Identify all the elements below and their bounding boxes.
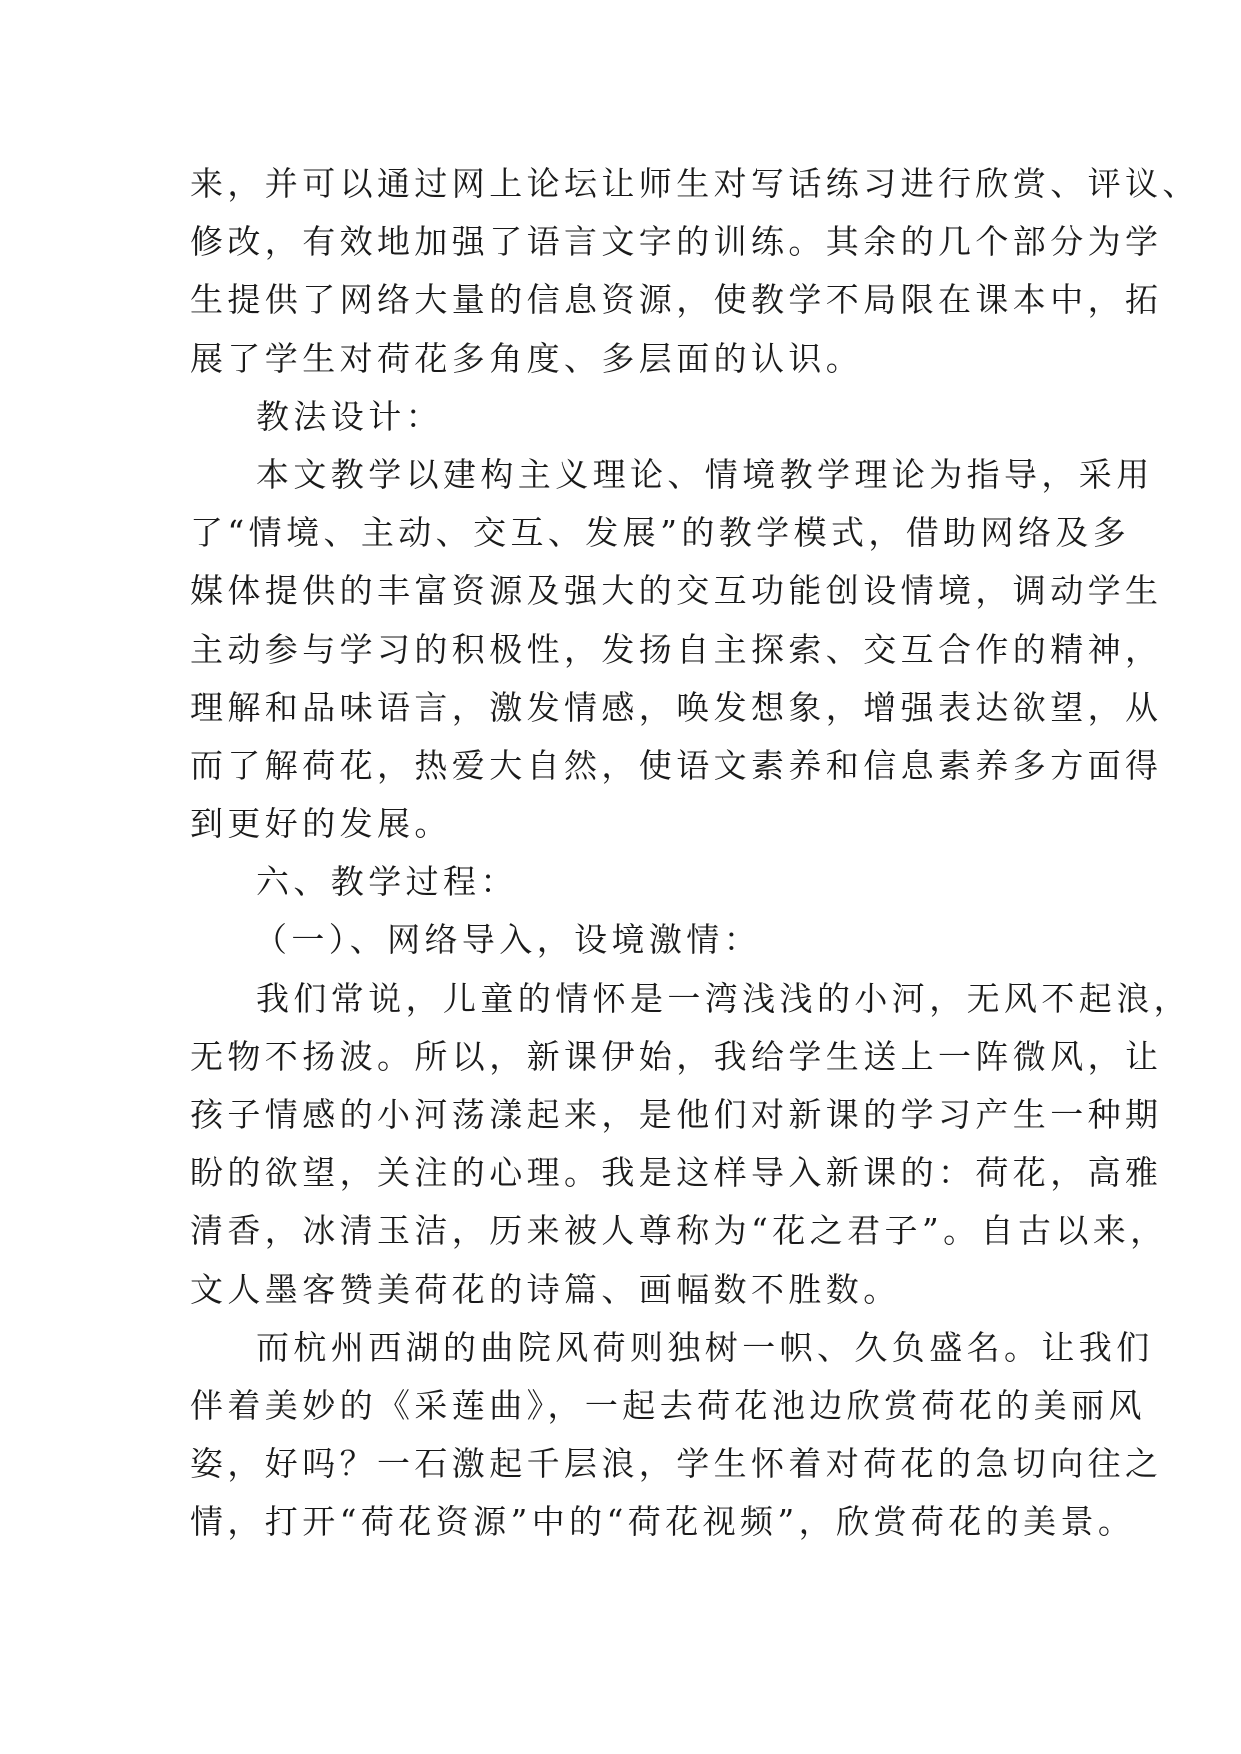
text-line: 理解和品味语言，激发情感，唤发想象，增强表达欲望，从 — [190, 687, 1163, 727]
body-text — [190, 155, 1200, 1552]
text-line: 了“情境、主动、交互、发展”的教学模式，借助网络及多 — [190, 513, 1131, 553]
text-line: 我们常说，儿童的情怀是一湾浅浅的小河，无风不起浪， — [256, 978, 1191, 1018]
text-line: 文人墨客赞美荷花的诗篇、画幅数不胜数。 — [190, 1269, 901, 1309]
text-line: 本文教学以建构主义理论、情境教学理论为指导，采用 — [256, 454, 1154, 494]
text-line: 伴着美妙的《采莲曲》，一起去荷花池边欣赏荷花的美丽风 — [190, 1385, 1146, 1425]
section-heading-teaching-method: 教法设计： — [256, 396, 443, 436]
text-line: 而杭州西湖的曲院风荷则独树一帜、久负盛名。让我们 — [256, 1327, 1154, 1367]
text-line: 孩子情感的小河荡漾起来，是他们对新课的学习产生一种期 — [190, 1095, 1163, 1134]
text-line: 主动参与学习的积极性，发扬自主探索、交互合作的精神， — [190, 629, 1163, 669]
text-line: 媒体提供的丰富资源及强大的交互功能创设情境，调动学生 — [190, 571, 1163, 611]
text-line: 生提供了网络大量的信息资源，使教学不局限在课本中，拓 — [190, 280, 1163, 320]
text-line: 盼的欲望，关注的心理。我是这样导入新课的：荷花，高雅 — [190, 1153, 1163, 1193]
text-line: 来，并可以通过网上论坛让师生对写话练习进行欣赏、评议、 — [190, 164, 1200, 203]
text-line: 展了学生对荷花多角度、多层面的认识。 — [190, 338, 864, 378]
section-heading-teaching-process: 六、教学过程： — [256, 862, 518, 902]
text-line: 而了解荷花，热爱大自然，使语文素养和信息素养多方面得 — [190, 745, 1163, 785]
text-line: 修改，有效地加强了语言文字的训练。其余的几个部分为学 — [190, 222, 1163, 262]
text-line: 无物不扬波。所以，新课伊始，我给学生送上一阵微风，让 — [190, 1036, 1163, 1076]
text-line: 到更好的发展。 — [190, 804, 452, 844]
text-line: 情，打开“荷花资源”中的“荷花视频”，欣赏荷花的美景。 — [190, 1502, 1136, 1542]
subsection-heading: （一）、网络导入，设境激情： — [254, 920, 762, 960]
text-line: 姿，好吗？一石激起千层浪，学生怀着对荷花的急切向往之 — [190, 1444, 1163, 1484]
text-line: 清香，冰清玉洁，历来被人尊称为“花之君子”。自古以来， — [190, 1211, 1168, 1251]
